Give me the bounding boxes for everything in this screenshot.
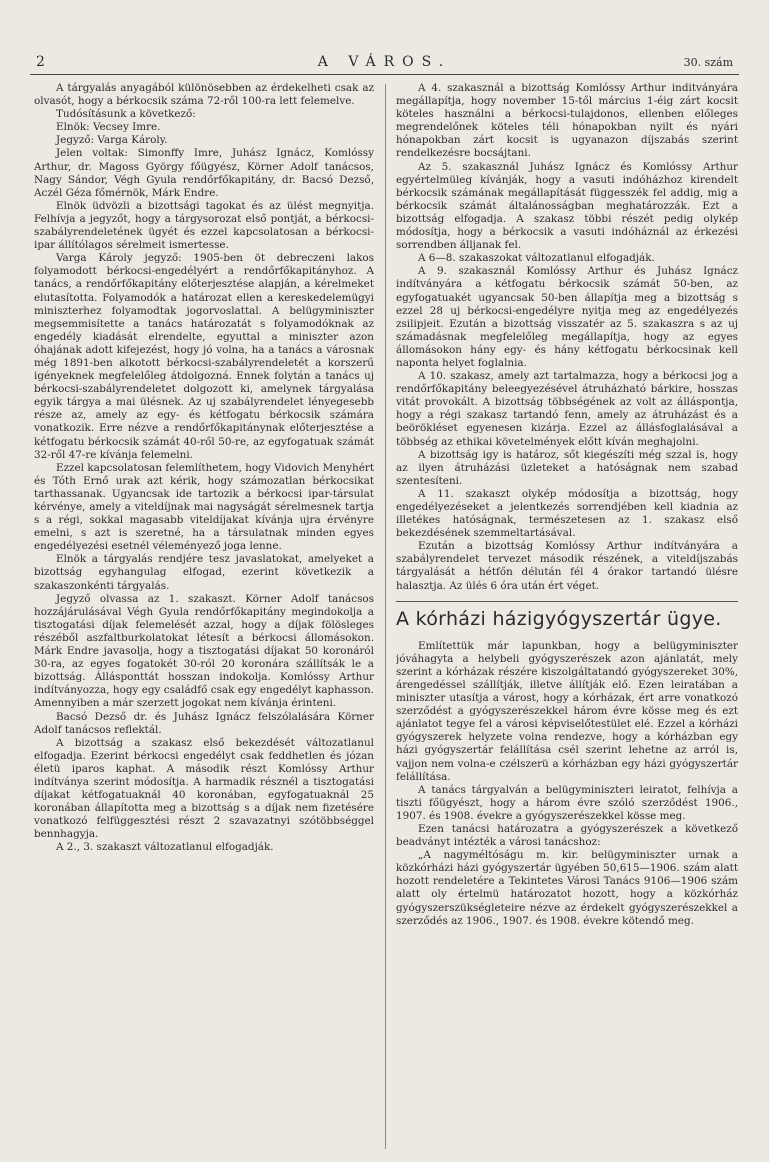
page-number: 2 (36, 54, 45, 70)
paragraph: Az 5. szakasznál Juhász Ignácz és Komlóssy Arthur egyértelmüleg kívánják, hogy a vasuti indóházhoz kirendelt bérkocsik számának megállapítását függesszék fel addig, mig a bérkocsik számát általánosságban meghatározzák. Ezt a bizottság elfogadja. A szakasz többi részét pedig olykép módosítja, hogy a bérkocsik a vasuti indóháznál az érkezési sorrendben álljanak fel. (396, 160, 738, 252)
paragraph: A 6—8. szakaszokat változatlanul elfogadják. (418, 252, 655, 265)
paragraph: Ezen tanácsi határozatra a gyógyszerészek a következő beadványt intézték a városi tanácshoz: (396, 822, 738, 849)
paragraph: Említettük már lapunkban, hogy a belügyminiszter jóváhagyta a helybeli gyógyszerészek azon ajánlatát, mely szerint a kórházak részére kiszolgáltatandó gyógyszereket 30%, árengedéssel szállítják, illetve állítják elő. Ezen leiratában a miniszter utasítja a várost, hogy a kórházak, ért arre vonatkozó szerződést a gyógyszerészekkel három évre kösse meg és ezt ajánlatot tegye fel a városi képviselőtestület elé. Ezzel a kórházi gyógyszerek helyzete volna rendezve, hogy a kórházban egy házi gyógyszertár felállítása csél szerint lehetne az arról is, vajjon nem volna-e czélszerü a kórházban egy házi gyógyszertár felállítása. (396, 639, 738, 783)
paragraph: Elnök üdvözli a bizottsági tagokat és az ülést megnyitja. Felhívja a jegyzőt, hogy a tárgysorozat első pontját, a bérkocsi-szabályrendeletének ügyét és ezzel kapcsolatosan a bérkocsi-ipar állítólagos sérelmeit ismertesse. (34, 199, 374, 252)
paragraph: Varga Károly jegyző: 1905-ben öt debreczeni lakos folyamodott bérkocsi-engedélyért a rendőrfőkapitányhoz. A tanács, a rendőrfőkapitány előterjesztése alapján, a kérelmeket elutasította. Folyamodók a határozat ellen a kereskedelemügyi miniszterhez folyamodtak jogorvoslattal. A belügyminiszter megsemmisítette a tanács határozatát s folyamodóknak az engedély kiadását elrendelte, egyuttal a miniszter azon óhajának adott kifejezést, hogy jó volna, ha a tanács a városnak még 1891-ben alkotott bérkocsi-szabályrendeletét a korszerű igényeknek megfelelőleg átdolgozná. Ennek folytán a tanács uj bérkocsi-szabályrendeletet dolgozott ki, amelynek tárgyalása egyik tárgya a mai ülésnek. Az uj szabályrendelet lényegesebb része az, amely az egy- és kétfogatu bérkocsik számára vonatkozik. Erre nézve a rendőrfőkapitánynak előterjesztése a kétfogatu bérkocsik számát 40-ről 50-re, az egyfogatuak számát 32-ről 47-re kívánja felemelni. (34, 252, 374, 461)
paragraph: A 4. szakasznál a bizottság Komlóssy Arthur inditványára megállapítja, hogy november 15-től március 1-éig zárt kocsit köteles használni a bérkocsi-tulajdonos, ellenben előleges megrendelőnek köteles téli hónapokban nyilt és nyári hónapokban zárt kocsit is ugyanazon díjszabás szerint rendelkezésre bocsájtani. (396, 82, 738, 160)
paragraph: A bizottság igy is határoz, sőt kiegészíti még szzal is, hogy az ilyen átruházási üzleteket a hatóságnak nem szabad szentesíteni. (396, 448, 738, 487)
paragraph: A 9. szakasznál Komlóssy Arthur és Juhász Ignácz indítványára a kétfogatu bérkocsik számát 50-ben, az egyfogatuakét ugyancsak 50-ben állapítja meg a bizottság s ezzel 28 uj bérkocsi-engedélyre nyitja meg az engedélyezés zsilipjeit. Ezután a bizottság visszatér az 5. szakaszra s az uj számadásnak megfelelőleg megállapítja, hogy az egyes állomásokon hány egy- és hány kétfogatu bérkocsinak kell naponta helyet foglalnia. (396, 265, 738, 369)
paragraph: Tudósításunk a következő: (56, 108, 196, 121)
section-separator (396, 601, 738, 602)
paragraph: A 2., 3. szakaszt változatlanul elfogadják. (56, 841, 274, 854)
paragraph: Jegyző olvassa az 1. szakaszt. Körner Adolf tanácsos hozzájárulásával Végh Gyula rendőrfőkapitány megindokolja a tisztogatási díjak felemelését azzal, hogy a díjak fölösleges részéből aszfaltburkolatokat létesít a bérkocsi állomásokon. Márk Endre javasolja, hogy a tisztogatási díjakat 50 koronáról 30-ra, az egyes fogatokét 30-ról 20 koronára szállítsák le a bizottság. Állásponttát hosszan indokolja. Komlóssy Arthur indítványozza, hogy egy családfő csak egy engedélyt kaphasson. Amennyiben a már szerzett jogokat nem kívánja érinteni. (34, 592, 374, 710)
paragraph: Elnök: Vecsey Imre. (56, 121, 161, 134)
paragraph: „A nagyméltóságu m. kir. belügyminiszter urnak a közkórházi házi gyógyszertár ügyében 50,615—1906. szám alatt hozott rendeletére a Tekintetes Városi Tanács 9106—1906 szám alatt oly értelmü határozatot hozott, hogy a közkórház gyógyszerszükségleteire nézve az érdekelt gyógyszerészekkel a szerződés az 1906., 1907. és 1908. évekre kötendő meg. (396, 849, 738, 927)
paragraph: A 11. szakaszt olykép módosítja a bizottság, hogy engedélyezéseket a jelentkezés sorrendjében kell kiadnia az illetékes hatóságnak, természetesen az 1. szakasz első bekezdésének szemmeltartásával. (396, 487, 738, 540)
paragraph: Jelen voltak: Simonffy Imre, Juhász Ignácz, Komlóssy Arthur, dr. Magoss György főügyész, Körner Adolf tanácsos, Nagy Sándor, Végh Gyula rendőrfőkapitány, dr. Bacsó Dezső, Aczél Géza főmérnök, Márk Endre. (34, 147, 374, 199)
paragraph: A 10. szakasz, amely azt tartalmazza, hogy a bérkocsi jog a rendőrfőkapitány beleegyezésével átruházható bárkire, hosszas vitát provokált. A bizottság többségének az volt az álláspontja, hogy a régi szakasz tartandó fenn, amely az átruházást és a beörökléset egyenesen kizárja. Ezzel az állásfoglalásával a többség az ethikai követelmények előtt kíván meghajolni. (396, 370, 738, 448)
paragraph: Ezután a bizottság Komlóssy Arthur indítványára a szabályrendelet tervezet második részének, a viteldíjszabás tárgyalását a hétfőn délután fél 4 órakor tartandó ülésre halasztja. Az ülés 6 óra után ért véget. (396, 540, 738, 592)
right-column (396, 82, 738, 928)
paragraph: A tárgyalás anyagából különösebben az érdekelheti csak az olvasót, hogy a bérkocsik száma 72-ről 100-ra lett felemelve. (34, 82, 374, 108)
page-header (30, 52, 739, 75)
paragraph: Jegyző: Varga Károly. (56, 134, 168, 147)
left-column (34, 82, 374, 855)
paragraph: Elnök a tárgyalás rendjére tesz javaslatokat, amelyeket a bizottság egyhangulag elfogad, ezerint következik a szakaszonkénti tárgyalás. (34, 553, 374, 592)
paragraph: A bizottság a szakasz első bekezdését változatlanul elfogadja. Ezerint bérkocsi engedélyt csak feddhetlen és józan életü iparos kaphat. A második részt Komlóssy Arthur indítványa szerint módosítja. A harmadik résznél a tisztogatási díjakat kétfogatuaknál 40 koronában, egyfogatuaknál 25 koronában állapította meg a bizottság s a díjak nem fizetésére vonatkozó felfüggesztési részt 2 szavazatnyi szótöbbséggel bennhagyja. (34, 736, 374, 841)
newspaper-title: A VÁROS. (317, 54, 452, 70)
paragraph: Ezzel kapcsolatosan felemlíthetem, hogy Vidovich Menyhért és Tóth Ernő urak azt kérik, hogy számozatlan bérkocsikat tarthassanak. Ugyancsak ide tartozik a bérkocsi ipar-társulat kérvénye, amely a viteldíjnak mai nagyságát sérelmesnek tartja s a régi, sokkal magasabb viteldíjakat kívánja ujra érvényre emelni, s azt is szeretné, ha a társulatnak minden egyes engedélyezési esetnél véleményező joga lenne. (34, 461, 374, 553)
column-divider (385, 84, 386, 1149)
section-heading: A kórházi házigyógyszertár ügye. (396, 607, 722, 630)
issue-number: 30. szám (683, 56, 733, 69)
paragraph: Bacsó Dezső dr. és Juhász Ignácz felszólalására Körner Adolf tanácsos reflektál. (34, 710, 374, 736)
paragraph: A tanács tárgyalván a belügyminiszteri leiratot, felhívja a tiszti főügyészt, hogy a három évre szóló szerződést 1906., 1907. és 1908. évekre a gyógyszerészekkel kösse meg. (396, 783, 738, 822)
